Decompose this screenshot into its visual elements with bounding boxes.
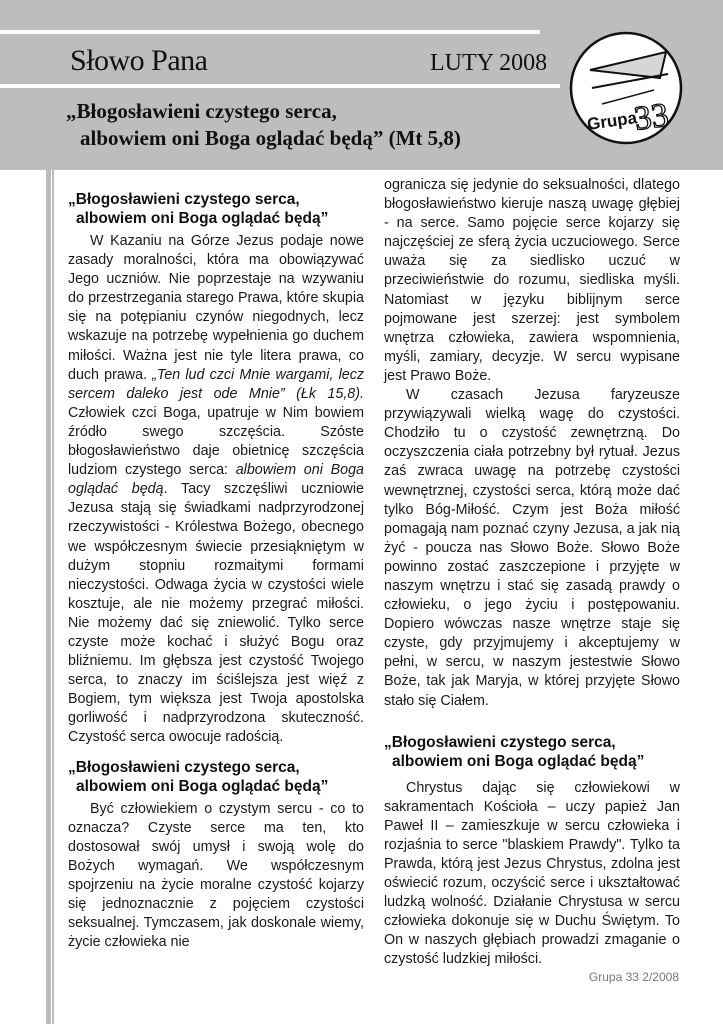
section-2-heading-line-2: albowiem oni Boga oglądać będą”: [76, 777, 329, 795]
section-1-heading-line-2: albowiem oni Boga oglądać będą”: [76, 210, 329, 227]
section-2-heading-line-1: „Błogosławieni czystego serca,: [68, 758, 300, 776]
motto: [66, 98, 461, 152]
section-3-heading-line-2: albowiem oni Boga oglądać będą”: [392, 752, 645, 770]
column-right: [384, 176, 680, 970]
section-1-paragraph: [68, 232, 364, 748]
section-1-heading-line-1: „Błogosławieni czystego serca,: [68, 191, 300, 208]
group-logo: [568, 30, 684, 146]
section-2-paragraph-1-end: ogranicza się jedynie do seksualności, dlatego błogosławieństwo kieruje naszą uwagę głębiej - na serce. Samo pojęcie serce kojarzy się najczęściej ze sferą życia uczuciowego. Serce uważa się za siedlisko uczuć w przeciwieństwie do rozumu, siedliska myśli. Natomiast w języku biblijnym serce pojmowane jest szerzej: jest symbolem wnętrza człowieka, zawiera wspomnienia, myśli, zamiary, decyzje. W sercu wypisane jest Prawo Boże.: [384, 177, 680, 384]
logo-text: Grupa: [585, 108, 639, 134]
motto-line-1: „Błogosławieni czystego serca,: [66, 99, 337, 123]
decor-rule-middle: [0, 84, 560, 88]
section-3-paragraph: Chrystus dając się człowiekowi w sakramentach Kościoła – uczy papież Jan Paweł II – zamieszkuje w sercu człowieka i rozjaśnia to serce "blaskiem Prawdy". Tylko ta Prawda, którą jest Jezus Chrystus, zdolna jest oświecić rozum, oczyścić serce i ukształtować ludzką wolność. Działanie Chrystusa w sercu człowieka dokonuje się w Duchu Świętym. To On w naszych głębiach prowadzi zmaganie o czystość ludzkiej miłości.: [384, 779, 680, 968]
decor-vertical-line: [46, 0, 51, 1024]
section-1-text-b: Człowiek czci Boga, upatruje w Nim bowiem źródło swego szczęścia. Szóste błogosławieństwo daje obietnicę szczęścia ludziom czystego serca:: [68, 404, 364, 479]
section-3-heading: [384, 733, 680, 771]
decor-rule-top: [0, 30, 540, 34]
group-logo-graphic: [568, 30, 684, 146]
section-2-heading: [68, 758, 364, 796]
section-1-heading: [68, 190, 364, 228]
motto-line-2: albowiem oni Boga oglądać będą” (Mt 5,8): [80, 126, 461, 150]
page-title: Słowo Pana: [70, 44, 208, 77]
column-left: [68, 190, 364, 952]
issue-date: LUTY 2008: [430, 50, 548, 76]
section-3-heading-line-1: „Błogosławieni czystego serca,: [384, 733, 616, 751]
logo-number: 33: [631, 96, 671, 138]
section-2-paragraph-2: W czasach Jezusa faryzeusze przywiązywali wielką wagę do czystości. Chodziło tu o czystość zewnętrzną. Do oczyszczenia ciała potrzebny był rytuał. Jezus zaś zwraca uwagę na potrzebę czystości wewnętrznej, czystości serca, którą może dać tylko Bóg-Miłość. Czym jest Boża miłość pomagają nam poznać czyny Jezusa, a jak nią żyć - poucza nas Słowo Boże. Słowo Boże powinno zostać zaszczepione i przyjęte w naszym wnętrzu i stać się zasadą prawdy o człowieku, o jego życiu i postępowaniu. Dopiero wówczas nasze wnętrze staje się czyste, gdy przyjmujemy i akceptujemy w pełni, w sercu, w naszym jestestwie Słowo Boże, tak jak Maryja, w której przyjęte Słowo stało się Ciałem.: [384, 387, 680, 709]
page-footer: Grupa 33 2/2008: [588, 970, 679, 984]
section-1-text-a: W Kazaniu na Górze Jezus podaje nowe zasady moralności, która ma obowiązywać Jego uczniów. Nie poprzestaje na wzywaniu do przestrzegania starego Prawa, które skupia się na potępianiu czynów niegodnych, lecz wskazuje na potrzebę wypełnienia go duchem miłości. Ważna jest nie tyle litera prawa, co duch prawa.: [68, 233, 364, 383]
section-2-paragraph-1-start: Być człowiekiem o czystym sercu - co to oznacza? Czyste serce ma ten, kto dostosował swój umysł i swoją wolę do Bożych wymagań. We współczesnym spojrzeniu na życie moralne czystość kojarzy się jednoznacznie z pojęciem czystości seksualnej. Tymczasem, jak doskonale wiemy, życie człowieka nie: [68, 800, 364, 951]
decor-vertical-line-inner: [52, 0, 54, 1024]
section-1-quote: „Ten lud czci Mnie wargami, lecz sercem daleko jest ode Mnie” (Łk 15,8).: [68, 366, 364, 402]
section-1-italic: albowiem oni Boga oglądać będą: [68, 462, 364, 498]
section-1-text-c: . Tacy szczęśliwi uczniowie Jezusa stają się świadkami nadprzyrodzonej rzeczywistości - Królestwa Bożego, obecnego we współczesnym świecie przesiąkniętym w dużym stopniu rozmaitymi formami nieczystości. Odwaga życia w czystości wiele kosztuje, ale nie możemy przegrać miłości. Nie możemy dać się zniewolić. Tylko serce czyste może kochać i służyć Bogu oraz bliźniemu. Im głębsza jest czystość Twojego serca, to znaczy im ściślejsza jest więź z Bogiem, tym większa jest Twoja apostolska gorliwość i nadprzyrodzona skuteczność. Czystość serca owocuje radością.: [68, 481, 365, 746]
